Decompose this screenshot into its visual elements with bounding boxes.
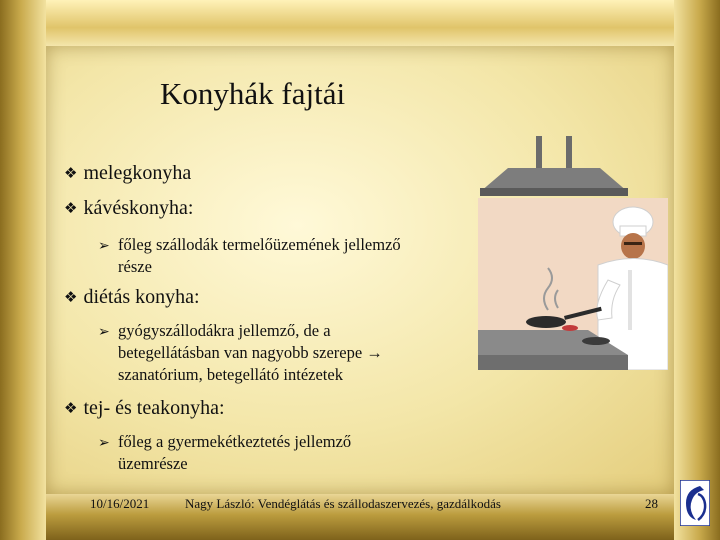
frame-left-bevel: [0, 0, 46, 540]
bullet-text: kávéskonyha:: [83, 197, 194, 219]
publisher-logo-icon: [680, 480, 710, 526]
footer-author: Nagy László: Vendéglátás és szállodaszervezés, gazdálkodás: [185, 496, 501, 511]
arrow-bullet-icon: ➢: [98, 435, 110, 451]
diamond-bullet-icon: ❖: [64, 164, 78, 182]
sub-bullet-text: gyógyszállodákra jellemző, de a betegellátásban van nagyobb szerepe → szanatórium, betegellátó intézetek: [118, 321, 383, 384]
footer-page-number: 28: [645, 496, 658, 511]
frame-right-bevel: [674, 0, 720, 540]
sub-bullet-kaveskonyha: [98, 234, 401, 278]
bullet-text: tej- és teakonyha:: [83, 397, 225, 419]
footer-date: 10/16/2021: [90, 496, 150, 511]
bullet-text: melegkonyha: [83, 162, 192, 184]
bullet-item-tej-es-teakonyha: [64, 397, 225, 420]
sub-bullet-dietas-konyha: [98, 320, 383, 386]
bullet-item-melegkonyha: [64, 162, 191, 185]
sub-bullet-text: főleg a gyermekétkeztetés jellemző üzemrésze: [118, 432, 352, 473]
chef-cooking-illustration: [478, 130, 668, 370]
frame-top-bevel: [0, 0, 720, 46]
sub-bullet-tej-es-teakonyha: [98, 431, 351, 475]
bullet-item-dietas-konyha: [64, 286, 200, 309]
diamond-bullet-icon: ❖: [64, 288, 78, 306]
diamond-bullet-icon: ❖: [64, 399, 78, 417]
slide-title: Konyhák fajtái: [160, 76, 346, 111]
arrow-bullet-icon: ➢: [98, 238, 110, 254]
arrow-bullet-icon: ➢: [98, 324, 110, 340]
diamond-bullet-icon: ❖: [64, 199, 78, 217]
sub-bullet-text: főleg szállodák termelőüzemének jellemző része: [118, 235, 401, 276]
bullet-text: diétás konyha:: [83, 286, 200, 308]
bullet-item-kaveskonyha: [64, 197, 193, 220]
